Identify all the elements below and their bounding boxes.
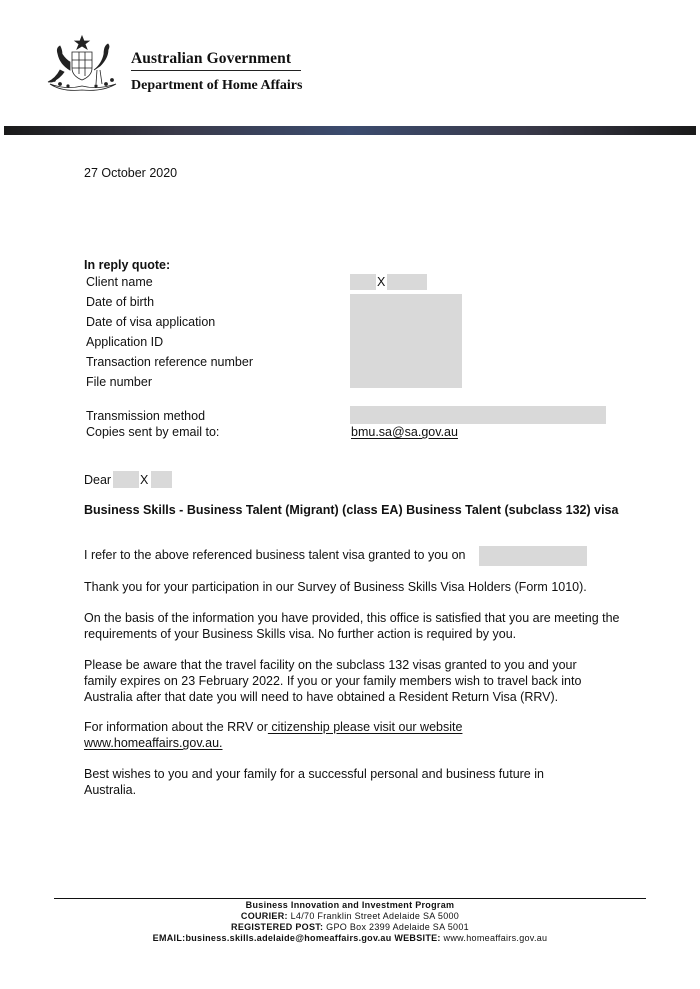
- transaction-reference-label: Transaction reference number: [86, 355, 253, 369]
- reply-quote-heading: In reply quote:: [84, 258, 171, 272]
- redaction-block: [350, 406, 606, 424]
- copies-email-link[interactable]: bmu.sa@sa.gov.au: [351, 425, 458, 439]
- website-address[interactable]: www.homeaffairs.gov.au: [440, 933, 548, 943]
- client-name-label: Client name: [86, 275, 153, 289]
- letter-subject: Business Skills - Business Talent (Migrant) (class EA) Business Talent (subclass 132) visa: [84, 503, 619, 517]
- footer-contact: [54, 933, 646, 944]
- paragraph-travel-facility: Please be aware that the travel facility on the subclass 132 visas granted to you and your family expires on 23 February 2022. If you or your family members wish to travel back into Australia after that date you will need to have obtained a Resident Return Visa (RRV).: [84, 658, 582, 704]
- website-link[interactable]: citizenship please visit our website www.homeaffairs.gov.au.: [84, 720, 463, 750]
- department-name: Department of Home Affairs: [131, 78, 303, 93]
- redaction-block: [387, 274, 427, 290]
- rrv-info-text: For information about the RRV or: [84, 720, 268, 734]
- header-divider: [131, 70, 301, 71]
- client-name-visible: X: [377, 275, 386, 289]
- redaction-block: [113, 471, 139, 488]
- post-address: GPO Box 2399 Adelaide SA 5001: [323, 922, 469, 932]
- paragraph-visa-granted: I refer to the above referenced business talent visa granted to you on: [84, 548, 466, 562]
- courier-address: L4/70 Franklin Street Adelaide SA 5000: [287, 911, 460, 921]
- email-label: EMAIL:: [152, 933, 186, 943]
- transmission-method-label: Transmission method: [86, 409, 206, 423]
- redaction-block: [350, 274, 376, 290]
- date-of-birth-label: Date of birth: [86, 295, 155, 309]
- footer-divider: [54, 898, 646, 899]
- copies-sent-label: Copies sent by email to:: [86, 425, 220, 439]
- website-label: WEBSITE:: [391, 933, 441, 943]
- redaction-block: [151, 471, 172, 488]
- paragraph-rrv-info: [84, 719, 484, 751]
- footer-program: Business Innovation and Investment Program: [245, 900, 455, 910]
- australian-coat-of-arms-icon: [42, 34, 124, 94]
- redaction-block: [479, 546, 587, 566]
- salutation-name-visible: X: [140, 473, 149, 487]
- header-band: [4, 126, 696, 135]
- visa-application-date-label: Date of visa application: [86, 315, 216, 329]
- paragraph-requirements-met: On the basis of the information you have provided, this office is satisfied that you are meeting the requirements of your Business Skills visa. No further action is required by you.: [84, 611, 620, 641]
- courier-label: COURIER:: [240, 911, 288, 921]
- letter-date: 27 October 2020: [84, 166, 178, 180]
- government-name: Australian Government: [131, 50, 292, 67]
- footer-courier: [54, 911, 646, 922]
- file-number-label: File number: [86, 375, 152, 389]
- paragraph-survey-thanks: Thank you for your participation in our Survey of Business Skills Visa Holders (Form 1010).: [84, 580, 587, 594]
- paragraph-best-wishes: Best wishes to you and your family for a successful personal and business future in Australia.: [84, 767, 544, 797]
- email-address[interactable]: business.skills.adelaide@homeaffairs.gov.au: [185, 933, 392, 943]
- footer-post: [54, 922, 646, 933]
- salutation: Dear: [84, 473, 112, 487]
- redaction-block: [350, 294, 462, 388]
- post-label: REGISTERED POST:: [231, 922, 324, 932]
- application-id-label: Application ID: [86, 335, 164, 349]
